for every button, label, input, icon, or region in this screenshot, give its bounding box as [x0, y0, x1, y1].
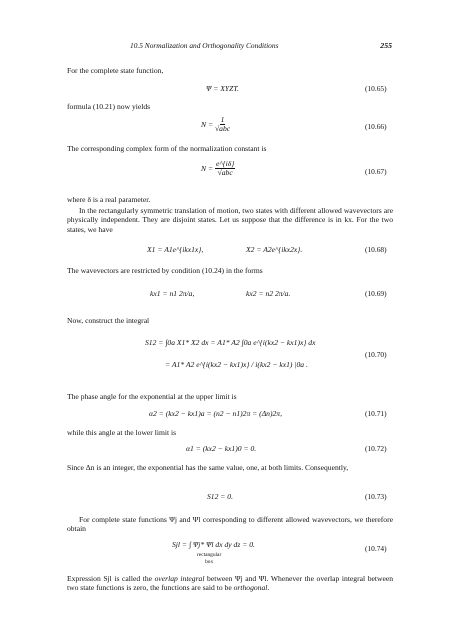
paragraph: For the complete state function,	[67, 66, 164, 75]
term-overlap-integral: overlap integral	[154, 574, 205, 583]
equation-lhs: N =	[201, 163, 214, 173]
paragraph: while this angle at the lower limit is	[67, 428, 177, 437]
equation-10-69-second: kx2 = n2 2π/a.	[246, 289, 291, 298]
paragraph-text: .	[267, 583, 270, 593]
equation-10-66	[201, 116, 230, 134]
fraction-denominator: √abc	[215, 124, 231, 134]
equation-10-69-first: kx1 = n1 2π/a,	[150, 289, 195, 298]
equation-number: (10.69)	[365, 289, 387, 298]
running-header	[130, 41, 392, 51]
paragraph: The wavevectors are restricted by condition (10.24) in the forms	[67, 266, 263, 275]
equation-number: (10.73)	[365, 492, 387, 501]
equation-10-73: S12 = 0.	[207, 492, 234, 501]
integral-domain-line-2: box	[205, 558, 214, 565]
equation-number: (10.70)	[365, 350, 387, 359]
equation-lhs: N =	[201, 119, 214, 129]
integral-domain-label	[197, 552, 221, 566]
paragraph-text: Expression Sjl is called the	[67, 574, 155, 583]
fraction-numerator: 1	[220, 115, 225, 124]
fraction-numerator: e^{iδ}	[216, 159, 235, 168]
paragraph: formula (10.21) now yields	[67, 102, 151, 111]
equation-number: (10.74)	[365, 544, 387, 553]
equation-number: (10.68)	[365, 245, 387, 254]
paragraph: The corresponding complex form of the normalization constant is	[67, 144, 267, 153]
paragraph: In the rectangularly symmetric translation of motion, two states with different allowed wavevectors are physically independent. They are disjoint states. Let us suppose that the difference is in kx. For the two states, we have	[67, 206, 393, 234]
equation-number: (10.65)	[365, 84, 387, 93]
paragraph: Since Δn is an integer, the exponential has the same value, one, at both limits. Consequently,	[67, 463, 349, 472]
paragraph: Now, construct the integral	[67, 316, 150, 325]
paragraph: The phase angle for the exponential at the upper limit is	[67, 392, 237, 401]
fraction	[215, 160, 235, 178]
equation-10-68-first: X1 = A1e^{ikx1x},	[147, 245, 204, 254]
equation-10-71: α2 = (kx2 − kx1)a = (n2 − n1)2π = (Δn)2π,	[149, 409, 282, 418]
integral-domain-line-1: rectangular	[197, 552, 222, 558]
equation-number: (10.66)	[365, 122, 387, 131]
paragraph-text: between Ψj and Ψl. Whenever the overlap integral between two state functions is zero, the functions are said to be	[67, 574, 393, 593]
equation-10-72: α1 = (kx2 − kx1)0 = 0.	[186, 444, 257, 453]
equation-10-65: Ψ = XYZT.	[206, 84, 239, 93]
equation-10-74: Sjl = ∫ Ψj* Ψl dx dy dz = 0.	[172, 540, 255, 549]
equation-10-67	[201, 160, 235, 178]
paragraph: where δ is a real parameter.	[67, 195, 151, 204]
term-orthogonal: orthogonal	[233, 583, 268, 593]
paragraph: For complete state functions Ψj and Ψl corresponding to different allowed wavevectors, we therefore obtain	[67, 515, 393, 534]
fraction-denominator: √abc	[217, 168, 233, 178]
running-title: 10.5 Normalization and Orthogonality Conditions	[130, 41, 279, 50]
paragraph	[67, 574, 393, 593]
equation-10-68-second: X2 = A2e^{ikx2x}.	[246, 245, 303, 254]
fraction	[215, 116, 230, 134]
equation-number: (10.71)	[365, 409, 387, 418]
equation-10-70-line-2: = A1* A2 e^{i(kx2 − kx1)x} / i(kx2 − kx1) |0a .	[165, 360, 308, 369]
equation-number: (10.67)	[365, 167, 387, 176]
equation-10-70-line-1: S12 = ∫0a X1* X2 dx = A1* A2 ∫0a e^{i(kx2 − kx1)x} dx	[145, 338, 316, 347]
page-number: 255	[380, 41, 392, 50]
equation-number: (10.72)	[365, 444, 387, 453]
